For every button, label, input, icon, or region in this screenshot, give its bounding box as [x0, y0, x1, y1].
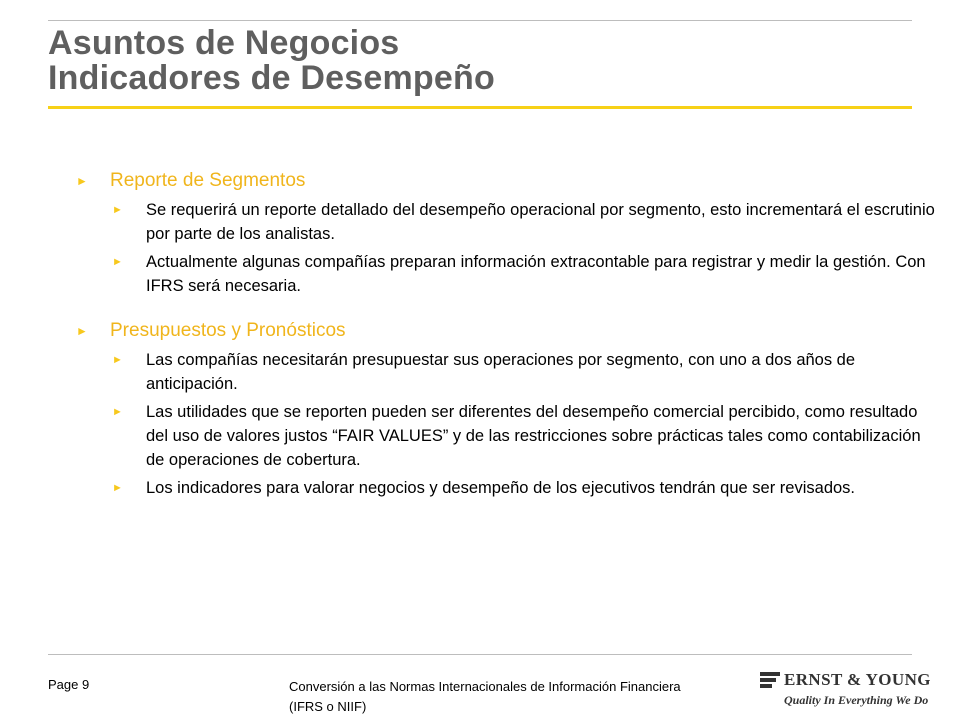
slide-content — [76, 168, 936, 520]
list-item — [112, 348, 936, 396]
triangle-right-icon: ► — [112, 256, 123, 268]
title-line-1: Asuntos de Negocios — [48, 24, 400, 62]
bullet-text: Los indicadores para valorar negocios y desempeño de los ejecutivos tendrán que ser revisados. — [146, 479, 856, 497]
title-underline — [48, 106, 912, 109]
footer-divider — [48, 654, 912, 655]
list-item — [112, 250, 936, 298]
section-presupuestos-pronosticos — [76, 318, 936, 500]
section-heading — [76, 168, 936, 194]
list-item — [112, 476, 936, 500]
triangle-right-icon: ► — [112, 482, 123, 494]
bullet-text: Se requerirá un reporte detallado del desempeño operacional por segmento, esto incrementará el escrutinio por parte de los analistas. — [146, 201, 935, 243]
title-line-2: Indicadores de Desempeño — [48, 59, 495, 97]
triangle-right-icon: ► — [76, 174, 88, 188]
slide-title — [48, 26, 912, 96]
triangle-right-icon: ► — [112, 354, 123, 366]
list-item — [112, 400, 936, 472]
triangle-right-icon: ► — [112, 406, 123, 418]
logo-tagline: Quality In Everything We Do — [784, 693, 929, 707]
bullet-text: Actualmente algunas compañías preparan información extracontable para registrar y medir la gestión. Con IFRS será necesaria. — [146, 253, 926, 295]
ernst-young-logo — [760, 670, 931, 712]
logo-mark-icon — [760, 672, 780, 690]
page-number: Page 9 — [48, 677, 90, 692]
top-divider — [48, 20, 912, 21]
triangle-right-icon: ► — [112, 204, 123, 216]
triangle-right-icon: ► — [76, 324, 88, 338]
section-title: Presupuestos y Pronósticos — [110, 320, 346, 341]
logo-name: ERNST & YOUNG — [784, 670, 931, 689]
section-title: Reporte de Segmentos — [110, 170, 306, 191]
bullet-text: Las compañías necesitarán presupuestar sus operaciones por segmento, con uno a dos años de anticipación. — [146, 351, 856, 393]
bullet-text: Las utilidades que se reporten pueden ser diferentes del desempeño comercial percibido, como resultado del uso de valores justos “FAIR VALUES” y de las restricciones sobre prácticas tales como contabilización de operaciones de cobertura. — [146, 403, 921, 469]
list-item — [112, 198, 936, 246]
section-heading — [76, 318, 936, 344]
section-reporte-segmentos — [76, 168, 936, 298]
footer-caption: Conversión a las Normas Internacionales de Información Financiera (IFRS o NIIF) — [289, 679, 681, 714]
